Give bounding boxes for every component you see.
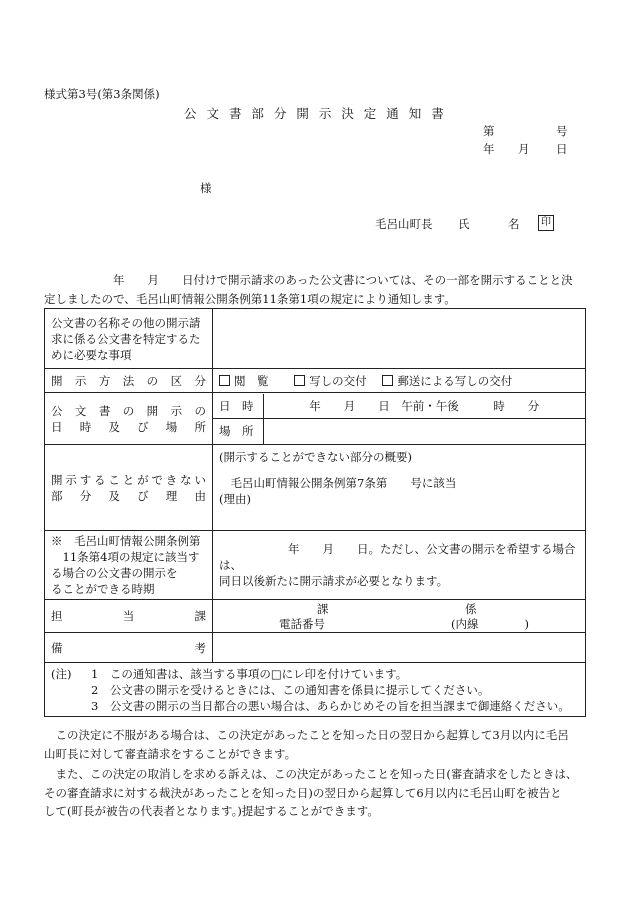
non-disclosure-reason-heading: (理由) [219, 492, 251, 506]
row-notes [45, 663, 586, 717]
option-inspection[interactable] [219, 374, 269, 388]
row-disclosure-datetime-place [45, 393, 586, 445]
disclosure-period-label-line4: ることができる時期 [51, 582, 155, 596]
option-mail-copy-label: 郵送による写しの交付 [397, 373, 513, 388]
non-disclosure-summary-heading: (開示することができない部分の概要) [219, 450, 412, 464]
notes-cell [45, 663, 586, 717]
doc-number-prefix: 第 [483, 124, 495, 138]
datetime-place-cell [213, 393, 586, 445]
appeal-line-1: この決定に不服がある場合は、この決定があったことを知った日の翌日から起算して3月以内に毛呂 [44, 728, 569, 742]
non-disclosure-label-line1: 開示することができない [51, 472, 206, 487]
intro-paragraph [44, 271, 586, 308]
page-title: 公 文 書 部 分 開 示 決 定 通 知 書 [184, 106, 447, 121]
issuer-name-label-2: 名 [508, 217, 520, 231]
disclosure-method-label [45, 369, 213, 393]
note-3: 3 公文書の開示の当日都合の悪い場合は、あらかじめその旨を担当課まで御連絡ください。 [91, 699, 570, 713]
disclosure-period-content[interactable] [213, 531, 586, 600]
remarks-label-text: 備考 [51, 640, 206, 655]
document-identification-label: 公文書の名称その他の開示請求に係る公文書を特定するために必要な事項 [45, 309, 213, 369]
document-identification-field[interactable] [213, 309, 586, 369]
datetime-place-label-line2: 日時及び場所 [51, 419, 206, 434]
lawsuit-line-2: その審査請求に対する裁決があったことを知った日)の翌日から起算して6月以内に毛呂山町を被告と [44, 785, 562, 800]
date-day: 日 [556, 142, 568, 156]
appeal-paragraph [44, 726, 586, 763]
intro-line-2: 定しましたので、毛呂山町情報公開条例第11条第1項の規定により通知します。 [44, 291, 456, 306]
checkbox-copy[interactable] [294, 375, 305, 386]
extension-label: (内線 ) [451, 617, 529, 631]
non-disclosure-label [45, 445, 213, 531]
non-disclosure-content[interactable] [213, 445, 586, 531]
doc-number-suffix: 号 [556, 124, 568, 138]
disclosure-period-label-line1: ※ 毛呂山町情報公開条例第 [51, 534, 201, 548]
row-disclosure-period [45, 531, 586, 600]
remarks-field[interactable] [213, 633, 586, 663]
notice-table [44, 308, 586, 717]
option-inspection-label: 閲 覧 [234, 373, 269, 388]
lawsuit-paragraph [44, 765, 586, 821]
remarks-label [45, 633, 213, 663]
row-responsible-section [45, 600, 586, 633]
phone-number-label: 電話番号 [279, 617, 325, 631]
checkbox-inspection[interactable] [219, 375, 230, 386]
option-copy-label: 写しの交付 [309, 373, 367, 388]
non-disclosure-label-line2: 部分及び理由 [51, 488, 206, 503]
section-kakari-label: 係 [465, 602, 477, 616]
form-number: 様式第3号(第3条関係) [44, 87, 160, 101]
datetime-label: 日 時 [213, 394, 263, 419]
option-copy[interactable] [294, 374, 367, 388]
datetime-place-label [45, 393, 213, 445]
disclosure-period-label [45, 531, 213, 600]
note-1: 1 この通知書は、該当する事項の□にレ印を付けています。 [91, 667, 408, 681]
lawsuit-line-3: して(町長が被告の代表者となります。)提起することができます。 [44, 804, 379, 818]
disclosure-method-options [213, 369, 586, 393]
disclosure-period-line2: 同日以後新たに開示請求が必要となります。 [219, 574, 449, 588]
checkbox-mail-copy[interactable] [382, 375, 393, 386]
option-mail-copy[interactable] [382, 374, 512, 388]
datetime-place-label-line1: 公文書の開示の [51, 403, 206, 418]
intro-line-1: 年 月 日付けで開示請求のあった公文書については、その一部を開示することと決 [44, 273, 573, 287]
issuer-name-label-1: 氏 [458, 217, 470, 231]
notes-prefix: (注) [51, 667, 72, 681]
disclosure-method-label-text: 開示方法の区分 [51, 373, 206, 388]
seal-mark [538, 215, 554, 231]
datetime-value[interactable]: 年 月 日 午前・午後 時 分 [263, 394, 585, 419]
lawsuit-line-1: また、この決定の取消しを求める訴えは、この決定があったことを知った日(審査請求をしたときは、 [44, 767, 578, 781]
disclosure-period-label-line2: 11条第4項の規定に該当す [51, 550, 200, 564]
section-ka-label: 課 [317, 602, 329, 616]
issuer-title: 毛呂山町長 [375, 217, 433, 231]
place-value[interactable] [263, 419, 585, 444]
disclosure-period-line1: 年 月 日。ただし、公文書の開示を希望する場合は、 [219, 542, 576, 572]
seal-stamp: 印 [538, 215, 554, 231]
responsible-section-label-text: 担当課 [51, 609, 206, 623]
non-disclosure-article: 毛呂山町情報公開条例第7条第 号に該当 [219, 476, 457, 490]
addressee-sama: 様 [200, 181, 212, 195]
appeal-line-2: 山町長に対して審査請求をすることができます。 [44, 746, 297, 761]
date-year: 年 [483, 142, 495, 156]
responsible-section-label [45, 600, 213, 633]
place-label: 場 所 [213, 419, 263, 444]
note-2: 2 公文書の開示を受けるときには、この通知書を係員に提示してください。 [91, 683, 490, 697]
row-remarks [45, 633, 586, 663]
row-non-disclosure [45, 445, 586, 531]
date-month: 月 [518, 142, 530, 156]
responsible-section-content[interactable] [213, 600, 586, 633]
disclosure-period-label-line3: る場合の公文書の開示を [51, 566, 178, 580]
row-document-identification [45, 309, 586, 369]
datetime-place-inner [213, 394, 585, 444]
row-disclosure-method [45, 369, 586, 393]
